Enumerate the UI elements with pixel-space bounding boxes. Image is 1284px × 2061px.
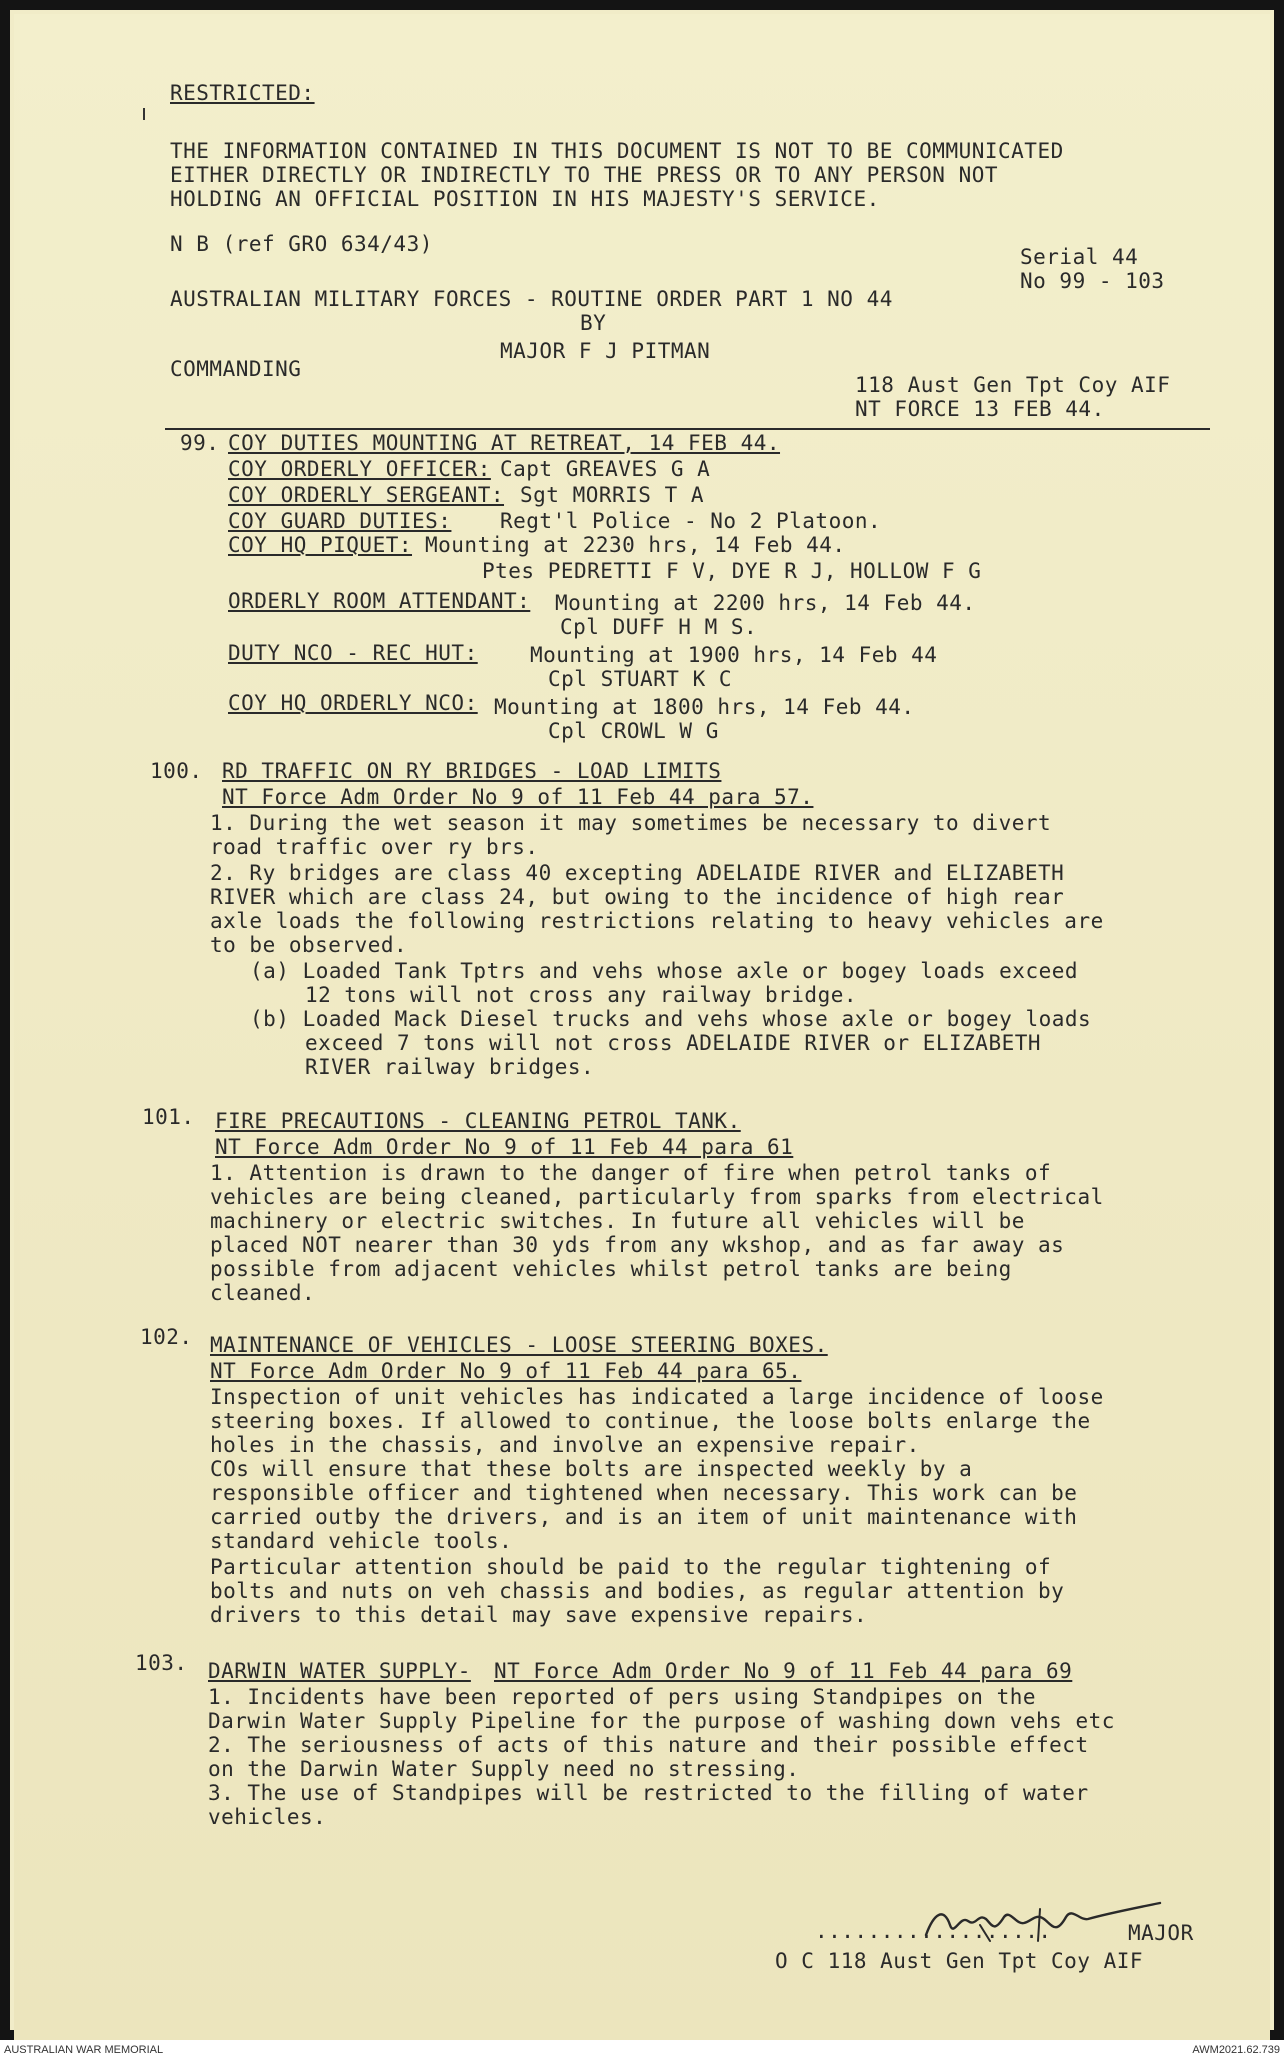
order-100-line: RIVER railway bridges. xyxy=(305,1055,595,1079)
order-100-line: exceed 7 tons will not cross ADELAIDE RIVER or ELIZABETH xyxy=(305,1031,1042,1055)
order-102-line: Particular attention should be paid to the regular tightening of xyxy=(210,1555,1052,1579)
order-99-value: Cpl DUFF H M S. xyxy=(560,615,758,639)
order-102-reference: NT Force Adm Order No 9 of 11 Feb 44 para 65. xyxy=(210,1359,802,1383)
order-101-line: cleaned. xyxy=(210,1281,316,1305)
major-name: MAJOR F J PITMAN xyxy=(500,339,711,363)
order-100-line: (a) Loaded Tank Tptrs and vehs whose axle or bogey loads exceed xyxy=(250,959,1079,983)
order-99-value: Ptes PEDRETTI F V, DYE R J, HOLLOW F G xyxy=(482,559,982,583)
order-100-number: 100. xyxy=(150,759,203,783)
order-99-label: COY HQ PIQUET: xyxy=(228,533,413,557)
order-100-line: to be observed. xyxy=(210,933,408,957)
footer-accession: AWM2021.62.739 xyxy=(1192,2044,1280,2056)
order-103-line: vehicles. xyxy=(208,1805,327,1829)
commanding-label: COMMANDING xyxy=(170,357,302,381)
order-99-value: Sgt MORRIS T A xyxy=(520,483,705,507)
signoff-rank: MAJOR xyxy=(1128,1921,1194,1945)
order-99-label: DUTY NCO - REC HUT: xyxy=(228,641,478,665)
order-99-value: Mounting at 1900 hrs, 14 Feb 44 xyxy=(530,643,938,667)
order-101-line: machinery or electric switches. In future all vehicles will be xyxy=(210,1209,1025,1233)
order-99-heading: COY DUTIES MOUNTING AT RETREAT, 14 FEB 44. xyxy=(228,431,781,455)
order-103-heading: DARWIN WATER SUPPLY- xyxy=(208,1659,471,1683)
order-100-line: 2. Ry bridges are class 40 excepting ADELAIDE RIVER and ELIZABETH xyxy=(210,861,1065,885)
order-101-line: 1. Attention is drawn to the danger of fire when petrol tanks of xyxy=(210,1161,1052,1185)
order-102-line: Inspection of unit vehicles has indicated a large incidence of loose xyxy=(210,1385,1104,1409)
order-102-line: responsible officer and tightened when necessary. This work can be xyxy=(210,1481,1078,1505)
by-label: BY xyxy=(580,311,607,335)
order-101-heading: FIRE PRECAUTIONS - CLEANING PETROL TANK. xyxy=(215,1109,741,1133)
order-99-label: COY HQ ORDERLY NCO: xyxy=(228,691,478,715)
order-100-line: 1. During the wet season it may sometimes be necessary to divert xyxy=(210,811,1052,835)
force-date: NT FORCE 13 FEB 44. xyxy=(855,397,1105,421)
order-103-line: 2. The seriousness of acts of this nature and their possible effect xyxy=(208,1733,1089,1757)
order-99-label: COY ORDERLY OFFICER: xyxy=(228,457,491,481)
order-102-line: steering boxes. If allowed to continue, the loose bolts enlarge the xyxy=(210,1409,1091,1433)
notice-line-3: HOLDING AN OFFICIAL POSITION IN HIS MAJESTY'S SERVICE. xyxy=(170,187,880,211)
order-99-value: Capt GREAVES G A xyxy=(500,457,711,481)
order-103-reference: NT Force Adm Order No 9 of 11 Feb 44 para 69 xyxy=(494,1659,1073,1683)
notice-line-2: EITHER DIRECTLY OR INDIRECTLY TO THE PRESS OR TO ANY PERSON NOT xyxy=(170,163,999,187)
margin-mark xyxy=(143,108,145,120)
order-101-line: vehicles are being cleaned, particularly from sparks from electrical xyxy=(210,1185,1104,1209)
serial-number: Serial 44 xyxy=(1020,245,1139,269)
order-101-line: placed NOT nearer than 30 yds from any wkshop, and as far away as xyxy=(210,1233,1065,1257)
order-100-heading: RD TRAFFIC ON RY BRIDGES - LOAD LIMITS xyxy=(222,759,722,783)
order-103-line: Darwin Water Supply Pipeline for the purpose of washing down vehs etc xyxy=(208,1709,1115,1733)
order-99-value: Cpl CROWL W G xyxy=(548,719,719,743)
header-rule xyxy=(165,428,1210,430)
footer-source: AUSTRALIAN WAR MEMORIAL xyxy=(4,2044,164,2056)
order-99-value: Cpl STUART K C xyxy=(548,667,733,691)
order-102-heading: MAINTENANCE OF VEHICLES - LOOSE STEERING BOXES. xyxy=(210,1333,828,1357)
order-99-value: Mounting at 1800 hrs, 14 Feb 44. xyxy=(494,695,915,719)
order-99-value: Mounting at 2230 hrs, 14 Feb 44. xyxy=(425,533,846,557)
order-numbers: No 99 - 103 xyxy=(1020,269,1165,293)
order-99-label: COY ORDERLY SERGEANT: xyxy=(228,483,505,507)
order-101-reference: NT Force Adm Order No 9 of 11 Feb 44 para 61 xyxy=(215,1135,794,1159)
signature-dots: .................. xyxy=(815,1919,1052,1943)
order-103-line: 3. The use of Standpipes will be restricted to the filling of water xyxy=(208,1781,1089,1805)
archive-footer xyxy=(0,2040,1284,2061)
order-103-number: 103. xyxy=(135,1651,188,1675)
order-103-line: 1. Incidents have been reported of pers using Standpipes on the xyxy=(208,1685,1037,1709)
order-100-line: 12 tons will not cross any railway bridge. xyxy=(305,983,858,1007)
order-99-number: 99. xyxy=(180,431,220,455)
order-100-line: axle loads the following restrictions relating to heavy vehicles are xyxy=(210,909,1104,933)
unit-name: 118 Aust Gen Tpt Coy AIF xyxy=(855,373,1171,397)
order-99-label: COY GUARD DUTIES: xyxy=(228,509,452,533)
order-100-line: RIVER which are class 24, but owing to the incidence of high rear xyxy=(210,885,1065,909)
notice-line-1: THE INFORMATION CONTAINED IN THIS DOCUMENT IS NOT TO BE COMMUNICATED xyxy=(170,139,1064,163)
order-100-line: (b) Loaded Mack Diesel trucks and vehs whose axle or bogey loads xyxy=(250,1007,1092,1031)
order-101-number: 101. xyxy=(142,1105,195,1129)
order-99-label: ORDERLY ROOM ATTENDANT: xyxy=(228,589,531,613)
order-102-line: holes in the chassis, and involve an expensive repair. xyxy=(210,1433,920,1457)
order-102-line: standard vehicle tools. xyxy=(210,1529,513,1553)
order-102-line: carried outby the drivers, and is an item of unit maintenance with xyxy=(210,1505,1078,1529)
document-title: AUSTRALIAN MILITARY FORCES - ROUTINE ORDER PART 1 NO 44 xyxy=(170,287,893,311)
order-100-line: road traffic over ry brs. xyxy=(210,835,539,859)
order-102-line: drivers to this detail may save expensive repairs. xyxy=(210,1603,868,1627)
restricted-label: RESTRICTED: xyxy=(170,81,315,105)
order-103-line: on the Darwin Water Supply need no stressing. xyxy=(208,1757,800,1781)
order-99-value: Regt'l Police - No 2 Platoon. xyxy=(500,509,882,533)
nb-reference: N B (ref GRO 634/43) xyxy=(170,232,433,256)
order-102-line: bolts and nuts on veh chassis and bodies, as regular attention by xyxy=(210,1579,1065,1603)
order-100-reference: NT Force Adm Order No 9 of 11 Feb 44 para 57. xyxy=(222,785,814,809)
signoff-unit: O C 118 Aust Gen Tpt Coy AIF xyxy=(775,1949,1144,1973)
order-102-number: 102. xyxy=(140,1325,193,1349)
order-102-line: COs will ensure that these bolts are inspected weekly by a xyxy=(210,1457,973,1481)
order-99-value: Mounting at 2200 hrs, 14 Feb 44. xyxy=(555,591,976,615)
order-101-line: possible from adjacent vehicles whilst petrol tanks are being xyxy=(210,1257,1012,1281)
